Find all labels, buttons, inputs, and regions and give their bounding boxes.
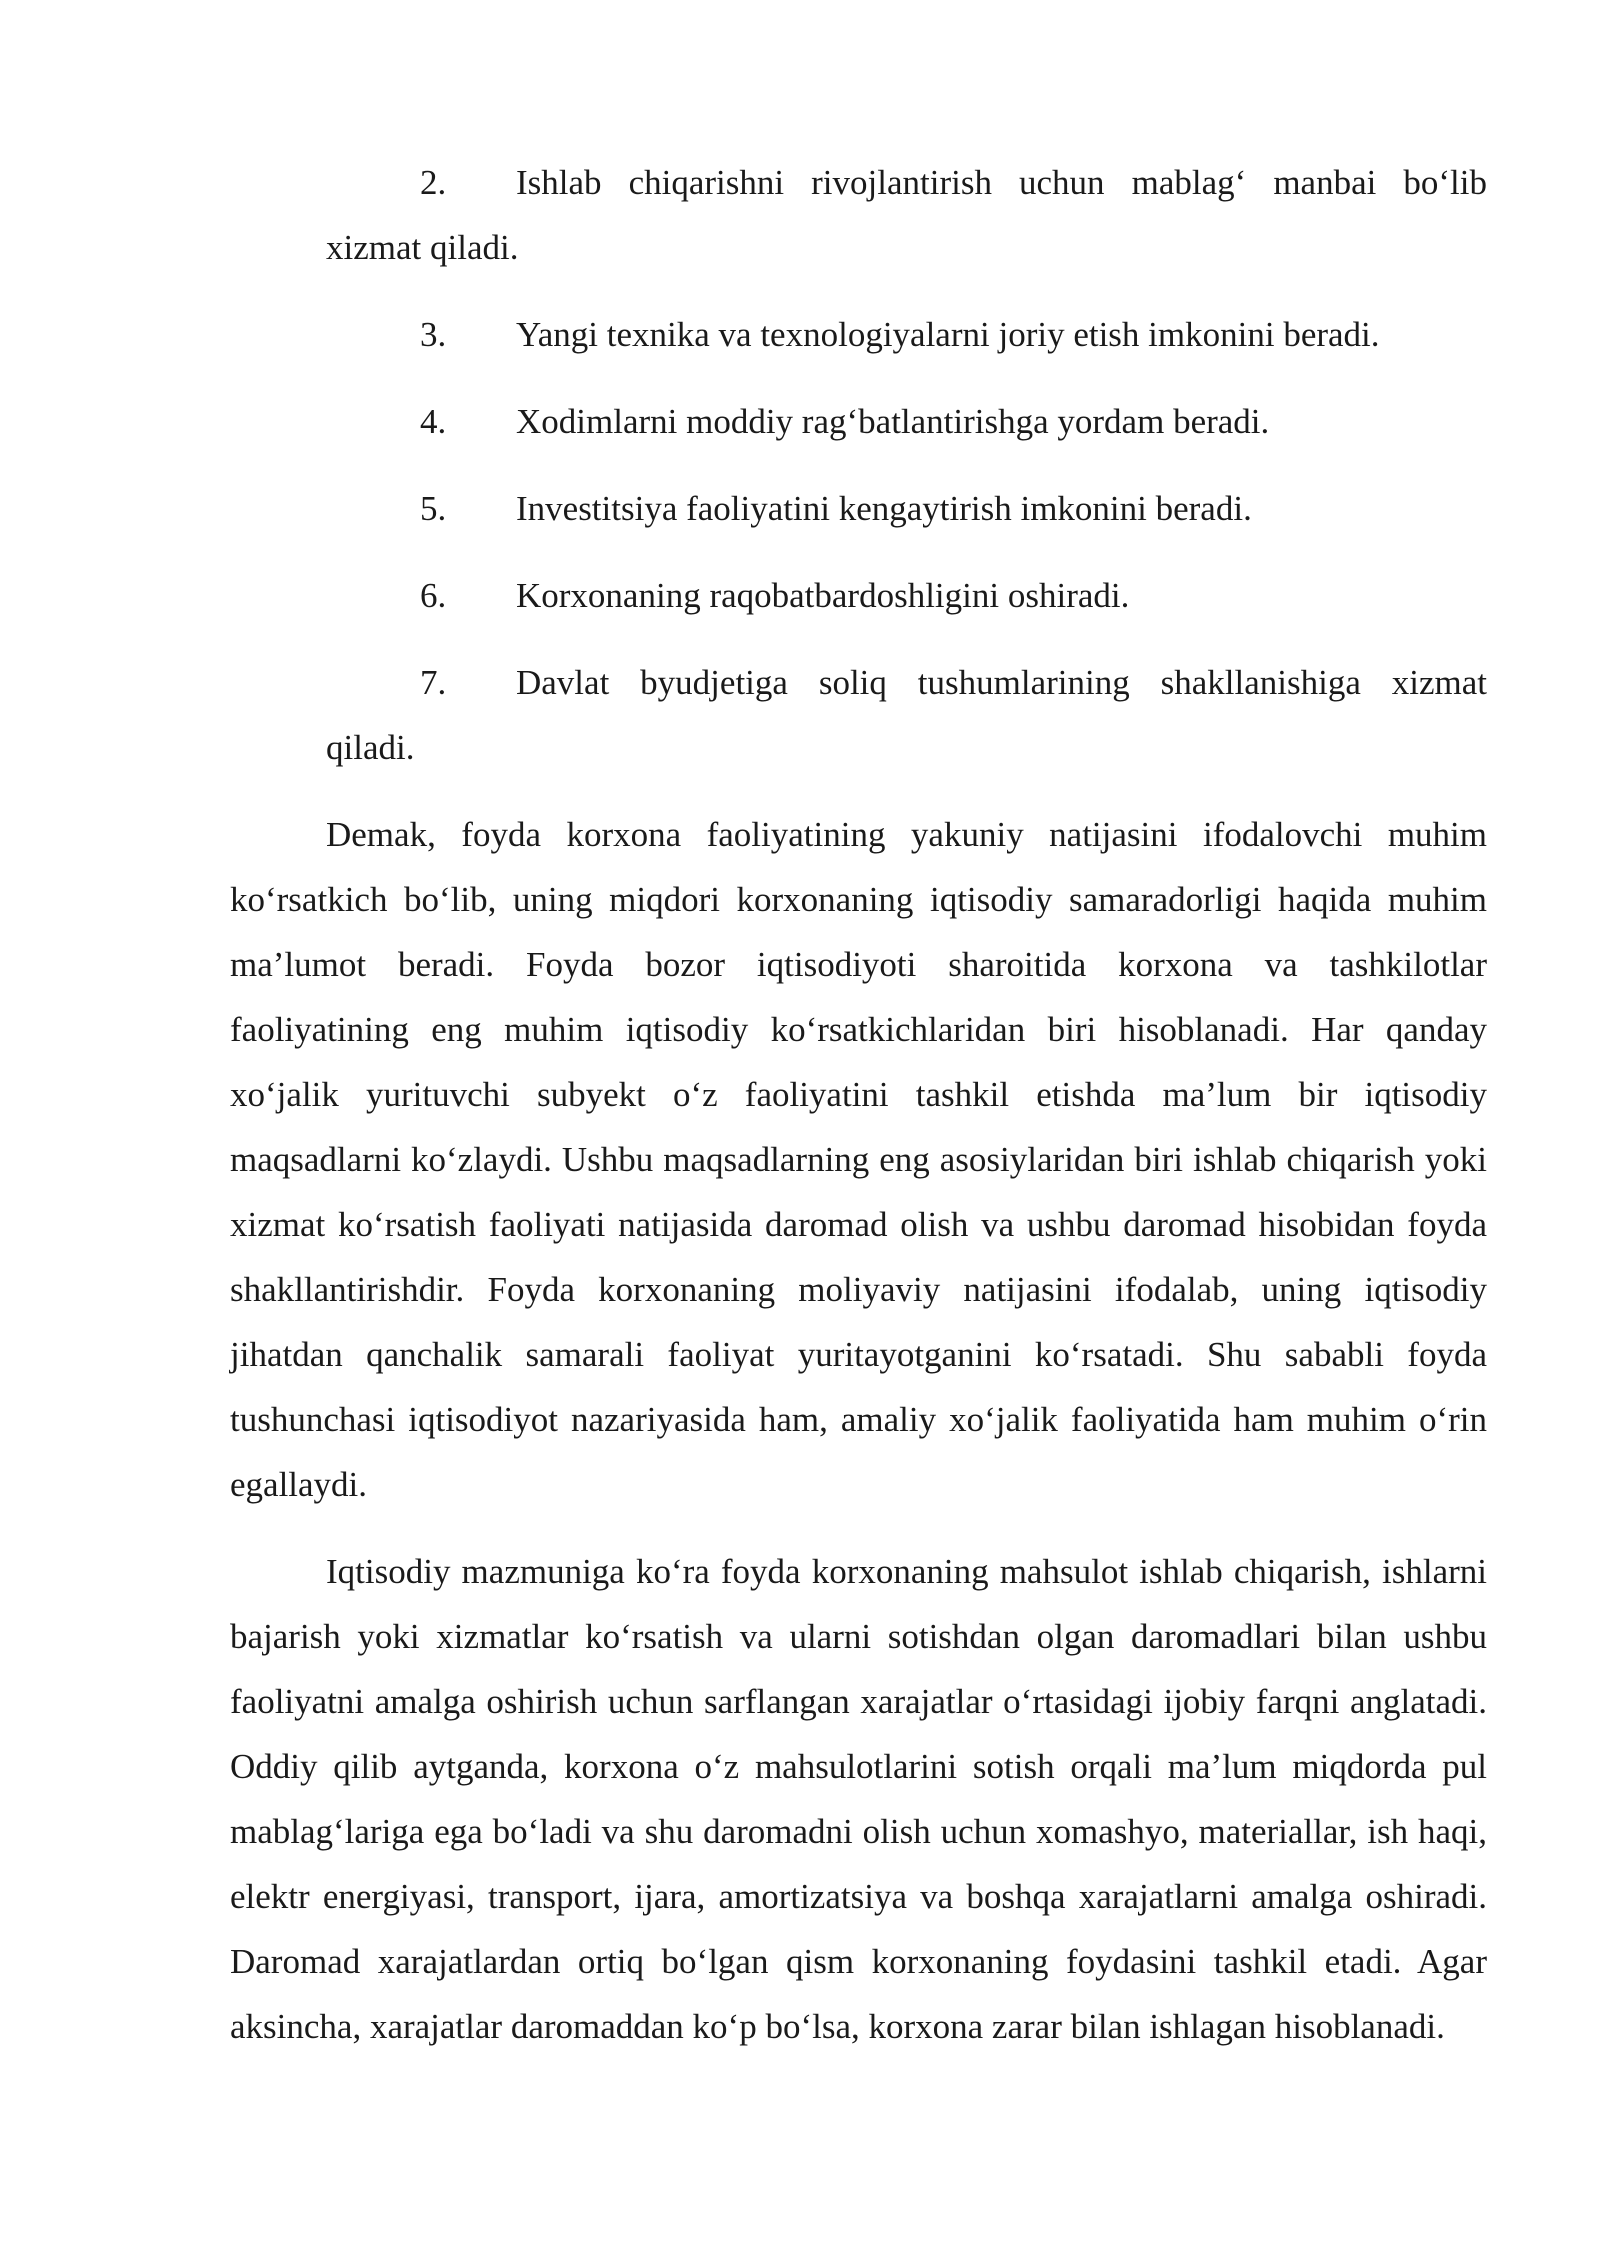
document-body [230,150,1487,2081]
list-item-text: Ishlab chiqarishni rivojlantirish uchun mablag‘ manbai bo‘lib [516,163,1487,202]
list-item-number: 7. [420,663,447,702]
list-item-number: 6. [420,576,447,615]
list-item-text: Korxonaning raqobatbardoshligini oshiradi. [516,576,1130,615]
list-item-number: 5. [420,489,447,528]
list-item-continuation: xizmat qiladi. [326,228,519,267]
body-paragraph: Iqtisodiy mazmuniga ko‘ra foyda korxonaning mahsulot ishlab chiqarish, ishlarni bajarish yoki xizmatlar ko‘rsatish va ularni sotishdan olgan daromadlari bilan ushbu faoliyatni amalga oshirish uchun sarflangan xarajatlar o‘rtasidagi ijobiy farqni anglatadi. Oddiy qilib aytganda, korxona o‘z mahsulotlarini sotish orqali ma’lum miqdorda pul mablag‘lariga ega bo‘ladi va shu daromadni olish uchun xomashyo, materiallar, ish haqi, elektr energiyasi, transport, ijara, amortizatsiya va boshqa xarajatlarni amalga oshiradi. Daromad xarajatlardan ortiq bo‘lgan qism korxonaning foydasini tashkil etadi. Agar aksincha, xarajatlar daromaddan ko‘p bo‘lsa, korxona zarar bilan ishlagan hisoblanadi. [230,1552,1487,2046]
list-item [230,563,1487,628]
list-item-text: Davlat byudjetiga soliq tushumlarining shakllanishiga xizmat [516,663,1487,702]
body-paragraph: Demak, foyda korxona faoliyatining yakuniy natijasini ifodalovchi muhim ko‘rsatkich bo‘lib, uning miqdori korxonaning iqtisodiy samaradorligi haqida muhim ma’lumot beradi. Foyda bozor iqtisodiyoti sharoitida korxona va tashkilotlar faoliyatining eng muhim iqtisodiy ko‘rsatkichlaridan biri hisoblanadi. Har qanday xo‘jalik yurituvchi subyekt o‘z faoliyatini tashkil etishda ma’lum bir iqtisodiy maqsadlarni ko‘zlaydi. Ushbu maqsadlarning eng asosiylaridan biri ishlab chiqarish yoki xizmat ko‘rsatish faoliyati natijasida daromad olish va ushbu daromad hisobidan foyda shakllantirishdir. Foyda korxonaning moliyaviy natijasini ifodalab, uning iqtisodiy jihatdan qanchalik samarali faoliyat yuritayotganini ko‘rsatadi. Shu sababli foyda tushunchasi iqtisodiyot nazariyasida ham, amaliy xo‘jalik faoliyatida ham muhim o‘rin egallaydi. [230,815,1487,1504]
list-item-number: 4. [420,402,447,441]
list-item-number: 2. [420,163,447,202]
list-item [230,150,1487,280]
list-item-text: Yangi texnika va texnologiyalarni joriy etish imkonini beradi. [516,315,1380,354]
list-item-text: Xodimlarni moddiy rag‘batlantirishga yordam beradi. [516,402,1270,441]
list-item-text: Investitsiya faoliyatini kengaytirish imkonini beradi. [516,489,1252,528]
list-item [230,389,1487,454]
list-item [230,650,1487,780]
list-item-number: 3. [420,315,447,354]
list-item [230,302,1487,367]
list-item-continuation: qiladi. [326,728,415,767]
list-item [230,476,1487,541]
